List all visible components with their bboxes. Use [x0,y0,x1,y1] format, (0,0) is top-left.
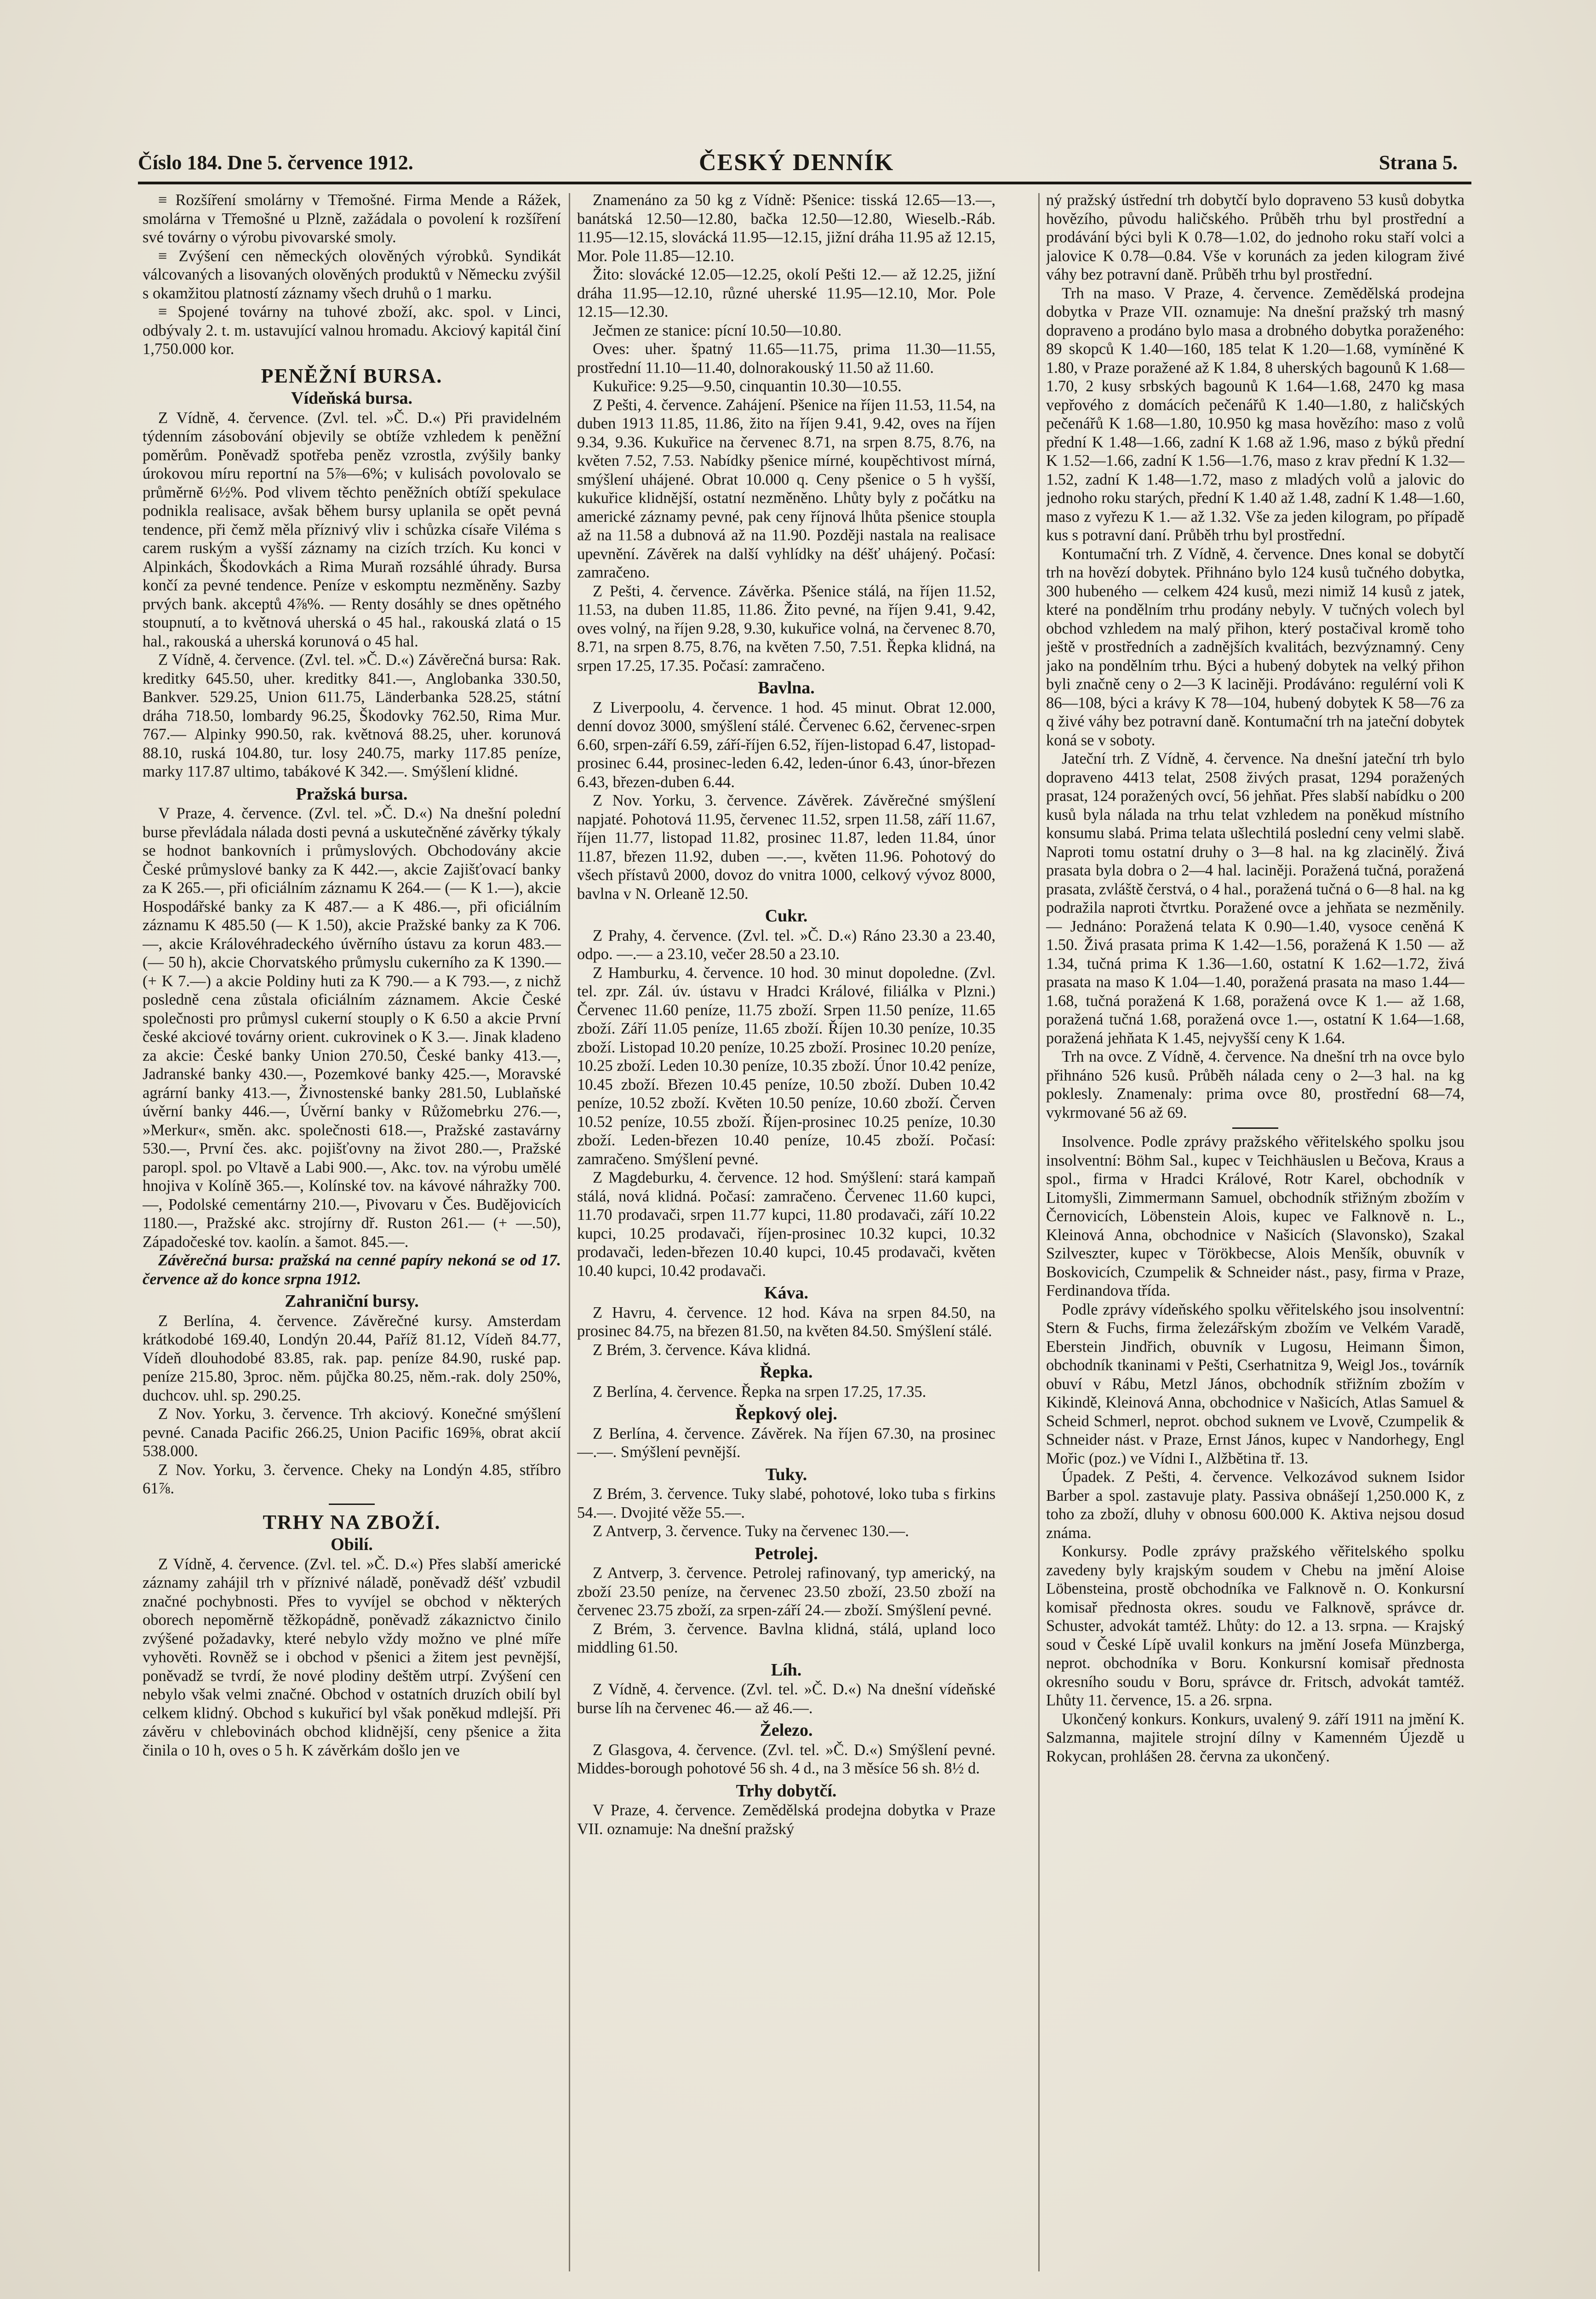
article-paragraph: Ukončený konkurs. Konkurs, uvalený 9. září 1911 na jmění K. Salzmanna, majitele strojní dílny v Kamenném Újezdě u Rokycan, prohlášen 28. června za ukončený. [1046,1710,1464,1765]
section-heading: PENĚŽNÍ BURSA. [261,364,443,387]
article-paragraph: Z Pešti, 4. července. Závěrka. Pšenice stálá, na říjen 11.52, 11.53, na duben 11.85, 11.86. Žito pevné, na říjen 9.41, 9.42, oves volný, na říjen 9.28, 9.30, kukuřice volná, na červenec 8.70, 8.71, na srpen 8.75, 8.76, na květen 7.50, 7.51. Řepka klidná, na srpen 17.25, 17.35. Počasí: zamračeno. [577,582,995,675]
article-paragraph: Ječmen ze stanice: pícní 10.50—10.80. [593,321,842,339]
article-paragraph: Z Pešti, 4. července. Zahájení. Pšenice na říjen 11.53, 11.54, na duben 1913 11.85, 11.86, žito na říjen 9.41, 9.42, oves na říjen 9.34, 9.36. Kukuřice na červenec 8.71, na srpen 8.75, 8.76, na květen 7.52, 7.53. Nabídky pšenice mírné, koupěchtivost mírná, smýšlení uhájené. Obrat 10.000 q. Ceny pšenice o 5 h vyšší, kukuřice klidnější, ostatní nezměněno. Lhůty byly z počátku na americké záznamy pevné, pak ceny říjnová lhůta pšenice stoupla až na 11.58 a dubnová až na 11.90. Později nastala na realisace upevnění. Závěrek na další vyhlídky na déšť uhájený. Počasí: zamračeno. [577,396,995,581]
news-item: ≡ Zvýšení cen německých olověných výrobků. Syndikát válcovaných a lisovaných olověných produktů v Německu zvýšil s okamžitou platností záznamy všech druhů o 1 marku. [143,247,561,302]
subsection-heading: Obilí. [331,1535,373,1554]
article-paragraph: Jateční trh. Z Vídně, 4. července. Na dnešní jateční trh bylo dopraveno 4413 telat, 2508 živých prasat, 1294 poražených prasat, 124 poražených ovcí, 56 jehňat. Přes slabší nabídku o 200 kusů byla nálada na trhu telat vzhledem na poněkud místního konsumu slabá. Prima telata ušlechtilá poslední ceny velmi slabě. Naproti tomu ostatní druhy o 3—8 hal. na kg zlacinělý. Živá prasata byla dobra o 2—4 hal. laciněji. Poražená tučná, poražená prasata, zvláště čerstvá, o 4 hal., poražená tučná o 6—8 hal. na kg podražila naproti čtvrtku. Poražené ovce a jehňata se nezměnily. — Jednáno: Poražená telata K 0.90—1.40, vysoce ceněná K 1.50. Živá prasata prima K 1.42—1.56, poražená K 1.50 — až 1.34, tučná prima K 1.36—1.60, ostatní K 1.62—1.72, živá prasata na maso K 1.04—1.40, poražená prasata na maso 1.44—1.68, tučná poražená K 1.68, poražená ovce K 1.— až 1.68, poražená tučná 1.68, poražená ovce 1.—, ostatní K 1.64—1.68, poražená jehňata K 1.45, nejvyšší ceny K 1.64. [1046,750,1464,1047]
subsection-heading: Zahraniční bursy. [285,1292,419,1311]
article-paragraph: Z Glasgova, 4. července. (Zvl. tel. »Č. D.«) Smýšlení pevné. Middes-borough pohotové 56 sh. 4 d., na 3 měsíce 56 sh. 8½ d. [577,1741,995,1777]
separator-rule [329,1504,375,1505]
article-paragraph: Úpadek. Z Pešti, 4. července. Velkozávod suknem Isidor Barber a spol. zastavuje platy. Passiva obnášejí 1,250.000 K, z toho za zboží, dluhy v obnosu 600.000 K. Aktiva nejsou dosud známa. [1046,1468,1464,1542]
section-heading: TRHY NA ZBOŽÍ. [263,1510,441,1533]
article-paragraph: Z Vídně, 4. července. (Zvl. tel. »Č. D.«) Závěrečná bursa: Rak. kreditky 645.50, uher. kreditky 841.—, Anglobanka 330.50, Bankver. 529.25, Union 611.75, Länderbanka 528.25, státní dráha 718.50, lombardy 96.25, Škodovky 762.50, Rima Mur. 767.— Alpinky 990.50, rak. květnová 88.25, uher. korunová 88.10, ruská 104.80, tur. losy 240.75, marky 117.85 peníze, marky 117.87 ultimo, tabákové K 342.—. Smýšlení klidné. [143,651,561,780]
article-paragraph: Trh na ovce. Z Vídně, 4. července. Na dnešní trh na ovce bylo přihnáno 526 kusů. Průběh nálada ceny o 2—3 hal. na kg poklesly. Znamenaly: prima ovce 80, prostřední 68—74, vykrmované 56 až 69. [1046,1048,1464,1121]
separator-rule [1232,1127,1278,1129]
article-paragraph: Z Brém, 3. července. Bavlna klidná, stálá, upland loco middling 61.50. [577,1620,995,1656]
article-paragraph: Z Nov. Yorku, 3. července. Trh akciový. Konečné smýšlení pevné. Canada Pacific 266.25, Union Pacific 169⅝, obrat akcií 538.000. [143,1405,561,1460]
article-paragraph: Z Nov. Yorku, 3. července. Závěrek. Závěrečné smýšlení napjaté. Pohotová 11.95, červenec 11.52, srpen 11.58, září 11.67, říjen 11.77, listopad 11.82, prosinec 11.87, leden 11.84, únor 11.87, březen 11.92, duben —.—, květen 11.96. Pohotový do všech přístavů 2000, dovoz do vnitra 1000, celkový vývoz 8000, bavlna v N. Orleaně 12.50. [577,792,995,903]
article-paragraph: Oves: uher. špatný 11.65—11.75, prima 11.30—11.55, prostřední 11.10—11.40, dolnorakouský 11.50 až 11.60. [577,340,995,377]
column-2 [577,191,995,2278]
subsection-heading: Petrolej. [755,1544,818,1563]
subsection-heading: Cukr. [765,906,808,926]
article-paragraph: Podle zprávy vídeňského spolku věřitelského jsou insolventní: Stern & Fuchs, firma železářským zbožím ve Velkém Varadě, Eberstein Jindřich, obuvník v Lugosu, Heimann Šimon, obchodník tkaninami v Pešti, Cserhatnitza 9, Weigl Jos., továrník obuví v Rábu, Metzl János, obchodník střižním zbožím v Kikindě, Kleinová Anna, obchodnice v Našicích, Atlas Samuel & Scheid Schmerl, neprot. obchod suknem ve Lvově, Czumpelik & Schneider nást. v Praze, Ernst János, kupec v Nandorhegy, Engl Mořic (poz.) ve Vídni I., Alžbětina tř. 13. [1046,1300,1464,1467]
article-paragraph: Z Prahy, 4. července. (Zvl. tel. »Č. D.«) Ráno 23.30 a 23.40, odpo. —.— a 23.10, večer 28.50 a 23.10. [577,926,995,963]
subsection-heading: Káva. [764,1283,809,1303]
subsection-heading: Trhy dobytčí. [736,1781,837,1801]
article-paragraph: Insolvence. Podle zprávy pražského věřitelského spolku jsou insolventní: Böhm Sal., kupec v Teichhäuslen u Bečova, Kraus a spol., firma v Hradci Králové, Rotr Karel, obchodník v Litomyšli, Zimmermann Samuel, obchodník střižným zbožím v Černovicích, Löbenstein Alois, kupec ve Falknově n. L., Kleinová Anna, obchodnice v Našicích (Slavonsko), Szakal Szilveszter, kupec v Törökbecse, Alois Menšík, obuvník v Boskovicích, Czumpelik & Schneider nást., pasy, firma v Praze, Ferdinandova třída. [1046,1133,1464,1299]
article-paragraph: V Praze, 4. července. (Zvl. tel. »Č. D.«) Na dnešní polední burse převládala nálada dosti pevná a uskutečněné závěrky týkaly se hodnot bankovních i průmyslových. Obchodovány akcie České průmyslové banky za K 442.—, akcie Zajišťovací banky za K 265.—, při oficiálním záznamu K 264.— (— K 1.—), akcie Hospodářské banky za K 487.— a K 486.—, při oficiálním záznamu K 485.50 (— K 1.50), akcie Pražské banky za K 706.—, akcie Královéhradeckého úvěrního ústavu za korun 483.— (— 50 h), akcie Chorvatského průmyslu cukerního za K 1390.— (+ K 7.—) a akcie Poldiny huti za K 790.— a K 793.—, z nichž posledně cena zůstala oficiálním záznamem. Akcie České společnosti pro průmysl cukerní stouply o K 6.50 a akcie První české akciové továrny orient. cukrovinek o K 3.—. Jinak kladeno za akcie: České banky Union 270.50, České banky 413.—, Jadranské banky 430.—, Pozemkové banky 425.—, Moravské agrární banky 413.—, Živnostenské banky 281.50, Lublaňské úvěrní banky 446.—, Úvěrní banky v Růžomebrku 276.—, »Merkur«, směn. akc. společnosti 618.—, Pražské zastavárny 530.—, První čes. akc. pojišťovny na život 280.—, Pražské paropl. spol. po Vltavě a Labi 900.—, Akc. tov. na výrobu umělé hnojiva v Kolíně 365.—, Kolínské tov. na kávové náhražky 700.—, Podolské cementárny 210.—, Pivovaru v Čes. Budějovicích 1180.—, Pražské akc. strojírny dř. Ruston 261.— (+ —.50), Západočeské tov. kaolín. a šamot. 845.—. [143,805,561,1251]
article-paragraph: Z Vídně, 4. července. (Zvl. tel. »Č. D.«) Při pravidelném týdenním zásobování objevily se obtíže vzhledem k peněžní poměrům. Poněvadž spotřeba peněz vzrostla, zvýšily banky úrokovou míru reportní na 5⅞—6%; v kulisách povolovalo se průměrně 6½%. Pod vlivem těchto peněžních obtíží spekulace podnikla realisace, avšak během bursy uplanila se opět pevná tendence, při čemž měla příznivý vliv i schůzka císaře Viléma s carem ruským a vyšší záznamy na cizích trzích. Ku konci v Alpinkách, Škodovkách a Rima Muraň rozsáhlé úhrady. Bursa končí za pevné tendence. Peníze v eskomptu nezměněny. Sazby prvých bank. akceptů 4⅞%. — Renty dosáhly se dnes opětného stoupnutí, a to květnová uherská o 45 hal., rakouská zlatá o 15 hal., rakouská a uherská korunová o 45 hal. [143,409,561,650]
page-header [138,146,1467,183]
subsection-heading: Železo. [760,1721,813,1740]
subsection-heading: Řepka. [760,1362,813,1382]
article-paragraph: V Praze, 4. července. Zemědělská prodejna dobytka v Praze VII. oznamuje: Na dnešní pražský [577,1801,995,1838]
article-paragraph: Z Brém, 3. července. Káva klidná. [593,1341,811,1359]
column-1 [143,191,561,2278]
article-paragraph: Z Vídně, 4. července. (Zvl. tel. »Č. D.«) Přes slabší americké záznamy zahájil trh v příznivé náladě, poněvadž déšť vzbudil značné pochybnosti. Přes to vyvíjel se obchod v některých oborech nepoměrně těžkopádně, poněvadž zákaznictvo činilo zvýšené požadavky, které nebylo vždy možno ve plné míře vyhověti. Rovněž se i obchod v pšenici a žitem jest pevnější, poněvadž se tvrdí, že nové plodiny deštěm utrpí. Zvýšení cen nebylo však velmi značné. Obchod v ostatních druzích obilí byl celkem klidný. Obchod s kukuřicí byl však poněkud mdlejší. Při závěru v chlebovinách obchod klidnější, ceny pšenice a žita činila o 10 h, oves o 5 h. K závěrkám došlo jen ve [143,1555,561,1759]
article-paragraph: Kontumační trh. Z Vídně, 4. července. Dnes konal se dobytčí trh na hovězí dobytek. Přihnáno bylo 124 kusů tučného dobytka, 300 hubeného — celkem 424 kusů, mezi nimiž 14 kusů z jatek, které na pondělním trhu prodány nebyly. V tučných volech byl obchod vzhledem na malý přihon, který postačival kromě toho ještě v prostředních a zadnějších kvalitách, bezvýznamný. Ceny jako na pondělním trhu. Býci a hubený dobytek na velký přihon byli značně ceny o 2—3 K laciněji. Prodáváno: regulérní voli K 86—108, býci a krávy K 78—104, hubený dobytek K 58—76 za q živé váhy bez potravní daně. Kontumační trh na jateční dobytek koná se v soboty. [1046,545,1464,749]
subsection-heading: Vídeňská bursa. [291,389,412,408]
header-rule [138,182,1471,184]
issue-info: Číslo 184. Dne 5. července 1912. [138,151,413,174]
article-paragraph: Z Havru, 4. července. 12 hod. Káva na srpen 84.50, na prosinec 84.75, na březen 81.50, na květen 84.50. Smýšlení stálé. [577,1304,995,1340]
subsection-heading: Líh. [771,1660,802,1680]
article-paragraph: Konkursy. Podle zprávy pražského věřitelského spolku zavedeny byly krajským soudem v Chebu na jmění Aloise Löbensteina, prostě obchodníka ve Falknově n. O. Konkursní komisař přednosta okres. soudu ve Falknově, správce dr. Schuster, advokát tamtéž. Lhůty: do 12. a 13. srpna. — Krajský soud v České Lípě uvalil konkurs na jmění Josefa Münzberga, neprot. obchodníka v Boru. Konkursní komisař přednosta okresního soudu v Boru, správce dr. Fritsch, advokát tamtéž. Lhůty 11. července, 15. a 26. srpna. [1046,1543,1464,1709]
subsection-heading: Pražská bursa. [296,784,408,804]
masthead: ČESKÝ DENNÍK [699,149,894,176]
news-item: ≡ Rozšíření smolárny v Třemošné. Firma Mende a Rážek, smolárna v Třemošné u Plzně, zažádala o povolení k rozšíření své továrny o výrobu pivovarské smoly. [143,191,561,246]
article-paragraph: Trh na maso. V Praze, 4. července. Zemědělská prodejna dobytka v Praze VII. oznamuje: Na dnešní pražský trh masný dopraveno a prodáno bylo masa a drobného dobytka poraženého: 89 skopců K 1.40—160, 185 telat K 1.20—1.68, vymíněné K 1.80, v Praze poražené až K 1.84, 8 uherských bagounů K 1.68—1.70, 2 kusy srbských bagounů K 1.64—1.68, 2470 kg masa vepřového z domácích pečenářů K 1.40—1.80, z haličských pečenářů K 1.68—1.80, 10.950 kg masa hovězího: maso z volů přední K 1.48—1.66, zadní K 1.68 až 1.96, maso z býků přední K 1.52—1.66, zadní K 1.56—1.76, maso z krav přední K 1.32—1.52, zadní K 1.48—1.72, maso z mladých volů a jalovic do jednoho roku starých, přední K 1.40 až 1.48, zadní K 1.48—1.60, maso z vyřezu K 1.— až 1.32. Vše za jeden kilogram, po případě kus s potravní daní. Průběh trhu byl prostřední. [1046,284,1464,544]
article-paragraph: Z Nov. Yorku, 3. července. Cheky na Londýn 4.85, stříbro 61⅞. [143,1461,561,1497]
article-paragraph: Z Berlína, 4. července. Řepka na srpen 17.25, 17.35. [593,1383,927,1401]
column-divider [1038,193,1040,2271]
page-number: Strana 5. [1379,151,1458,174]
subsection-heading: Tuky. [765,1464,807,1484]
article-paragraph: Z Vídně, 4. července. (Zvl. tel. »Č. D.«) Na dnešní vídeňské burse líh na červenec 46.— až 46.—. [577,1681,995,1717]
article-paragraph: Z Hamburku, 4. července. 10 hod. 30 minut dopoledne. (Zvl. tel. zpr. Zál. úv. ústavu v Hradci Králové, filiálka v Plzni.) Červenec 11.60 peníze, 11.75 zboží. Srpen 11.50 peníze, 11.65 zboží. Září 11.05 peníze, 11.65 zboží. Říjen 10.30 peníze, 10.35 zboží. Listopad 10.20 peníze, 10.25 zboží. Prosinec 10.20 peníze, 10.25 zboží. Leden 10.30 peníze, 10.35 zboží. Únor 10.42 peníze, 10.45 zboží. Březen 10.45 peníze, 10.50 zboží. Duben 10.42 peníze, 10.52 zboží. Květen 10.50 peníze, 10.60 zboží. Červen 10.52 peníze, 10.55 zboží. Říjen-prosinec 10.25 peníze, 10.30 zboží. Leden-březen 10.40 peníze, 10.45 zboží. Počasí: zamračeno. Smýšlení pevné. [577,964,995,1168]
article-paragraph: Z Liverpoolu, 4. července. 1 hod. 45 minut. Obrat 12.000, denní dovoz 3000, smýšlení stálé. Červenec 6.62, červenec-srpen 6.60, srpen-září 6.59, září-říjen 6.52, říjen-listopad 6.47, listopad-prosinec 6.44, prosinec-leden 6.42, leden-únor 6.43, únor-březen 6.43, březen-duben 6.44. [577,698,995,791]
column-divider [569,193,570,2271]
article-paragraph: Z Brém, 3. července. Tuky slabé, pohotové, loko tuba s firkins 54.—. Dvojité věže 55.—. [577,1485,995,1521]
article-paragraph: Závěrečná bursa: pražská na cenné papíry nekoná se od 17. července až do konce srpna 1912. [143,1252,561,1288]
news-item: ≡ Spojené továrny na tuhové zboží, akc. spol. v Linci, odbývaly 2. t. m. ustavující valnou hromadu. Akciový kapitál činí 1,750.000 kor. [143,303,561,358]
column-3 [1046,191,1464,2278]
article-paragraph: Z Antverp, 3. července. Petrolej rafinovaný, typ americký, na zboží 23.50 peníze, na červenec 23.50 zboží, 23.50 zboží na červenec 23.75 zboží, za srpen-září 24.— zboží. Smýšlení pevné. [577,1564,995,1619]
article-paragraph: Žito: slovácké 12.05—12.25, okolí Pešti 12.— až 12.25, jižní dráha 11.95—12.10, různé uherské 11.95—12.10, Mor. Pole 12.15—12.30. [577,266,995,320]
article-paragraph: Z Magdeburku, 4. července. 12 hod. Smýšlení: stará kampaň stálá, nová klidná. Počasí: zamračeno. Červenec 11.60 kupci, 11.70 prodavači, srpen 11.77 kupci, 11.80 prodavači, září 10.22 kupci, 10.25 prodavači, říjen-prosinec 10.32 kupci, 10.32 prodavači, leden-březen 10.40 kupci, 10.45 prodavači, květen 10.40 kupci, 10.42 prodavači. [577,1169,995,1280]
subsection-heading: Bavlna. [758,678,815,698]
article-paragraph: Znamenáno za 50 kg z Vídně: Pšenice: tisská 12.65—13.—, banátská 12.50—12.80, bačka 12.50—12.80, Wieselb.-Ráb. 11.95—12.15, slovácká 11.95—12.15, jižní dráha 11.95 až 12.15, Mor. Pole 11.85—12.10. [577,191,995,265]
article-paragraph: Z Berlína, 4. července. Závěrečné kursy. Amsterdam krátkodobé 169.40, Londýn 20.44, Paříž 81.12, Vídeň 84.77, Vídeň dlouhodobé 83.85, rak. pap. peníze 84.90, ruské pap. peníze 215.80, 3proc. něm. půjčka 80.25, něm.-rak. doly 250%, duchcov. uhl. sp. 290.25. [143,1312,561,1404]
article-paragraph: ný pražský ústřední trh dobytčí bylo dopraveno 53 kusů dobytka hovězího, původu haličského. Průběh trhu byl prostřední a prodávání býci byli K 0.78—1.02, do jednoho roku staří volci a jalovice K 0.78—0.84. Vše v korunách za jeden kilogram živé váhy bez potravní daně. Průběh trhu byl prostřední. [1046,191,1464,283]
subsection-heading: Řepkový olej. [735,1404,837,1424]
article-paragraph: Z Antverp, 3. července. Tuky na červenec 130.—. [593,1522,909,1540]
article-paragraph: Z Berlína, 4. července. Závěrek. Na říjen 67.30, na prosinec —.—. Smýšlení pevnější. [577,1424,995,1461]
article-paragraph: Kukuřice: 9.25—9.50, cinquantin 10.30—10.55. [593,377,902,395]
